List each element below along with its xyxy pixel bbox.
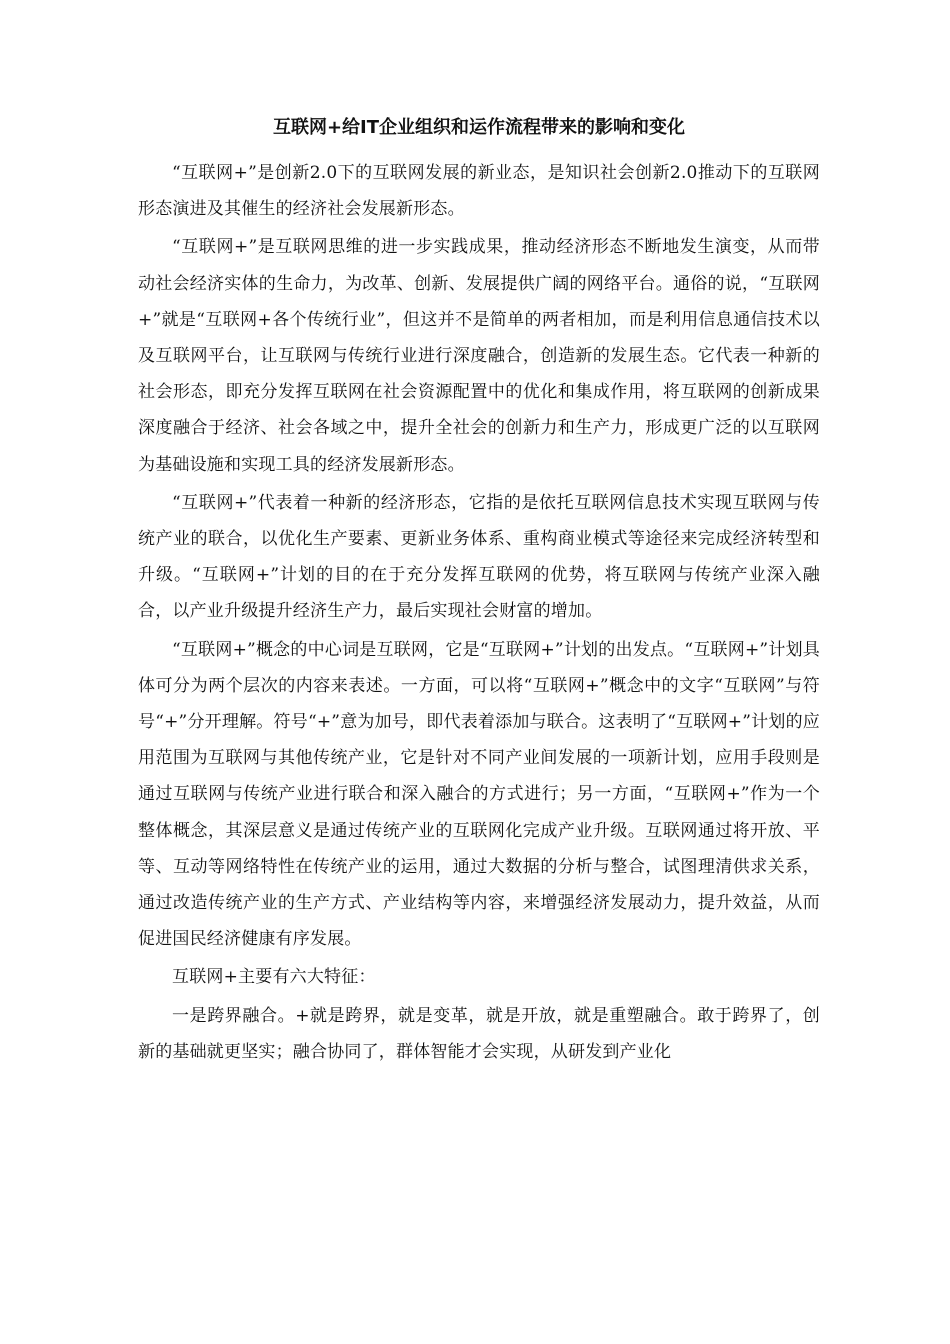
paragraph-3: “互联网+”代表着一种新的经济形态，它指的是依托互联网信息技术实现互联网与传统产业的联合，以优化生产要素、更新业务体系、重构商业模式等途径来完成经济转型和升级。“互联网+”计划的目的在于充分发挥互联网的优势，将互联网与传统产业深入融合，以产业升级提升经济生产力，最后实现社会财富的增加。 — [138, 492, 820, 622]
paragraph-4: “互联网+”概念的中心词是互联网，它是“互联网+”计划的出发点。“互联网+”计划具体可分为两个层次的内容来表述。一方面，可以将“互联网+”概念中的文字“互联网”与符号“+”分开理解。符号“+”意为加号，即代表着添加与联合。这表明了“互联网+”计划的应用范围为互联网与其他传统产业，它是针对不同产业间发展的一项新计划，应用手段则是通过互联网与传统产业进行联合和深入融合的方式进行；另一方面，“互联网+”作为一个整体概念，其深层意义是通过传统产业的互联网化完成产业升级。互联网通过将开放、平等、互动等网络特性在传统产业的运用，通过大数据的分析与整合，试图理清供求关系，通过改造传统产业的生产方式、产业结构等内容，来增强经济发展动力，提升效益，从而促进国民经济健康有序发展。 — [138, 639, 820, 950]
paragraph-2: “互联网+”是互联网思维的进一步实践成果，推动经济形态不断地发生演变，从而带动社会经济实体的生命力，为改革、创新、发展提供广阔的网络平台。通俗的说，“互联网+”就是“互联网+各个传统行业”，但这并不是简单的两者相加，而是利用信息通信技术以及互联网平台，让互联网与传统行业进行深度融合，创造新的发展生态。它代表一种新的社会形态，即充分发挥互联网在社会资源配置中的优化和集成作用，将互联网的创新成果深度融合于经济、社会各域之中，提升全社会的创新力和生产力，形成更广泛的以互联网为基础设施和实现工具的经济发展新形态。 — [138, 237, 820, 475]
paragraph-5: 互联网+主要有六大特征： — [172, 967, 376, 988]
document-title: 互联网+给IT企业组织和运作流程带来的影响和变化 — [272, 117, 686, 138]
document-body — [138, 111, 820, 1072]
paragraph-1: “互联网+”是创新2.0下的互联网发展的新业态，是知识社会创新2.0推动下的互联网形态演进及其催生的经济社会发展新形态。 — [138, 163, 820, 220]
paragraph-6: 一是跨界融合。+就是跨界，就是变革，就是开放，就是重塑融合。敢于跨界了，创新的基础就更坚实；融合协同了，群体智能才会实现，从研发到产业化 — [138, 1005, 820, 1062]
